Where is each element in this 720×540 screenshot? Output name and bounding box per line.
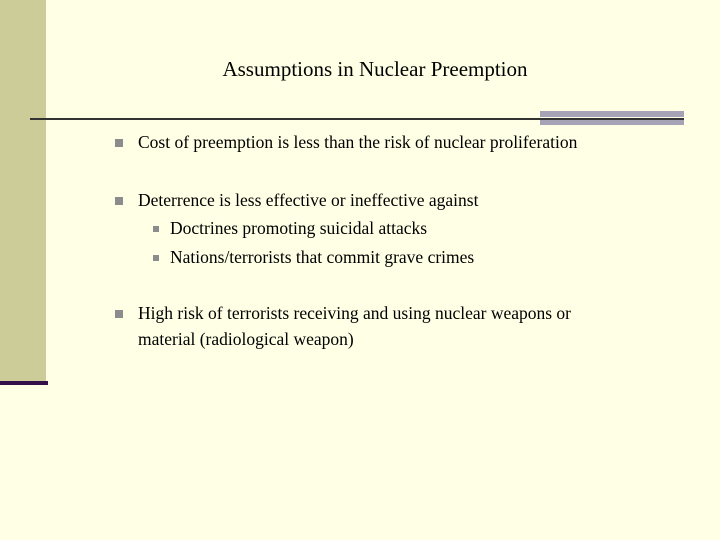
square-bullet-icon: [115, 139, 123, 147]
left-band-underline: [0, 381, 48, 385]
square-bullet-icon: [115, 310, 123, 318]
left-decorative-band: [0, 0, 46, 382]
bullet-item: Cost of preemption is less than the risk of nuclear proliferation: [138, 132, 578, 152]
bullet-item-line: material (radiological weapon): [138, 329, 354, 349]
square-sub-bullet-icon: [153, 255, 159, 261]
square-sub-bullet-icon: [153, 226, 159, 232]
sub-bullet-item: Nations/terrorists that commit grave crimes: [170, 247, 475, 267]
sub-bullet-item: Doctrines promoting suicidal attacks: [170, 218, 428, 238]
bullet-item-line: High risk of terrorists receiving and using nuclear weapons or: [138, 303, 572, 323]
title-rule-accent-top: [540, 111, 684, 117]
title-rule-accent-bottom: [540, 120, 684, 125]
square-bullet-icon: [115, 197, 123, 205]
bullet-item: Deterrence is less effective or ineffective against: [138, 190, 479, 210]
slide-title: Assumptions in Nuclear Preemption: [222, 57, 528, 81]
